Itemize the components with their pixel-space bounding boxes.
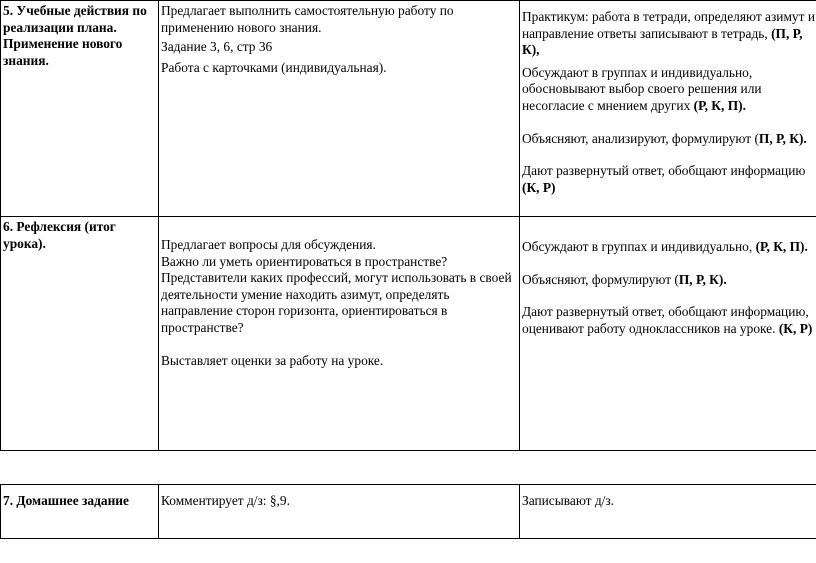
student-activity-cell: Записывают д/з. <box>520 485 816 539</box>
student-activity-cell <box>520 1 816 217</box>
student-text: Практикум: работа в тетради, определяют азимут и направление ответы записывают в тетрадь, (П, Р, К), <box>522 9 815 58</box>
student-text: Обсуждают в группах и индивидуально, (Р, К, П). <box>522 239 808 254</box>
teacher-text: Представители каких профессий, могут использовать в своей деятельности умение находить азимут, определять направление сторон горизонта, ориентироваться в пространстве? <box>161 270 512 335</box>
student-text: Дают развернутый ответ, обобщают информацию, оценивают работу одноклассников на уроке. (К, Р) <box>522 304 813 336</box>
teacher-text: Предлагает выполнить самостоятельную работу по применению нового знания. <box>161 3 454 35</box>
teacher-text: Важно ли уметь ориентироваться в пространстве? <box>161 253 448 269</box>
student-text: Дают развернутый ответ, обобщают информацию (К, Р) <box>522 163 806 195</box>
table-row <box>1 485 816 539</box>
homework-table <box>0 484 816 539</box>
stage-cell: 6. Рефлексия (итог урока). <box>1 217 159 451</box>
teacher-activity-cell: Комментирует д/з: §,9. <box>159 485 520 539</box>
teacher-activity-cell <box>159 1 520 217</box>
teacher-text: Предлагает вопросы для обсуждения. <box>161 237 376 252</box>
table-row <box>1 217 816 451</box>
teacher-text: Работа с карточками (индивидуальная). <box>161 59 387 75</box>
student-text: Обсуждают в группах и индивидуально, обосновывают выбор своего решения или несогласие с мнением других (Р, К, П). <box>522 64 762 113</box>
table-row <box>1 1 816 217</box>
student-text: Объясняют, анализируют, формулируют (П, Р, К). <box>522 130 807 146</box>
teacher-text: Задание 3, 6, стр 36 <box>161 39 273 55</box>
teacher-text: Выставляет оценки за работу на уроке. <box>161 352 384 368</box>
teacher-activity-cell <box>159 217 520 451</box>
stage-cell: 5. Учебные действия по реализации плана. Применение нового знания. <box>1 1 159 217</box>
student-activity-cell <box>520 217 816 451</box>
student-text: Объясняют, формулируют (П, Р, К). <box>522 271 727 287</box>
stage-cell: 7. Домашнее задание <box>1 485 159 539</box>
